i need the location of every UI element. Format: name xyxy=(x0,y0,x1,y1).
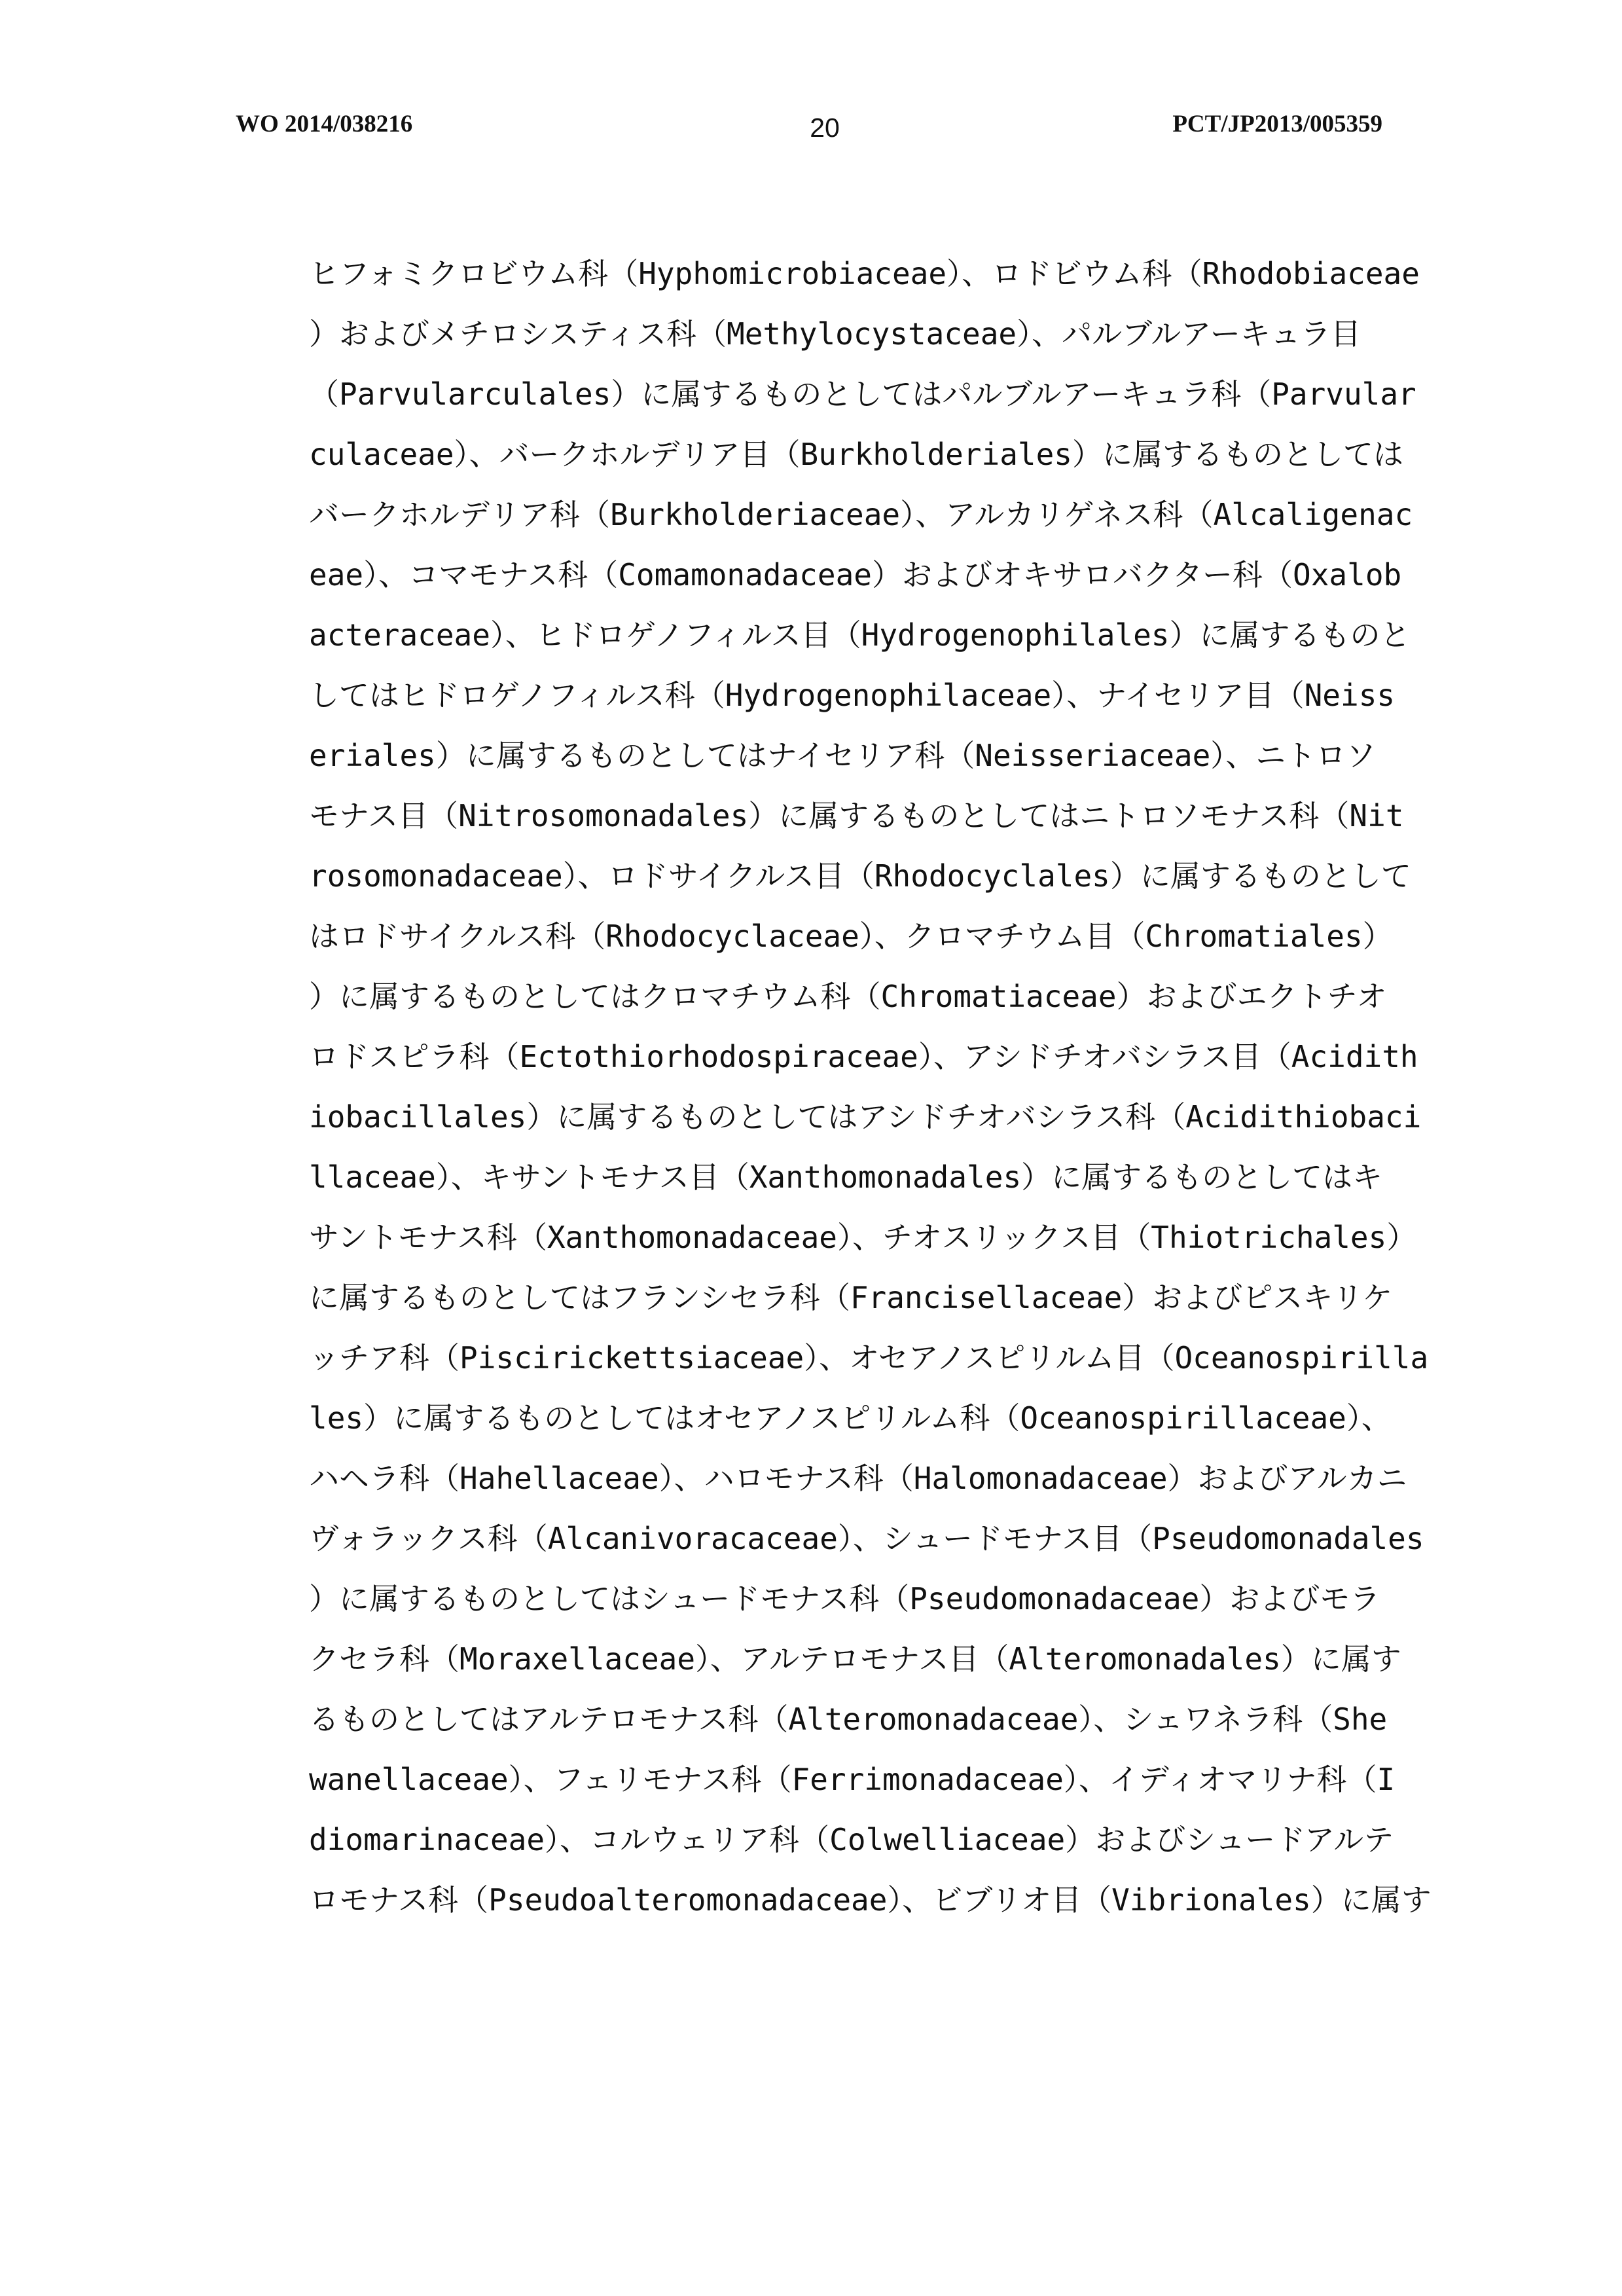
publication-number: WO 2014/038216 xyxy=(236,111,413,137)
page-number: 20 xyxy=(810,113,840,143)
text-line: ヒフォミクロビウム科（Hyphomicrobiaceae）、ロドビウム科（Rhodobiaceae xyxy=(309,256,1420,291)
text-line: ロモナス科（Pseudoalteromonadaceae）、ビブリオ目（Vibrionales）に属す xyxy=(309,1882,1432,1918)
text-line: ロドスピラ科（Ectothiorhodospiraceae）、アシドチオバシラス目（Acidith xyxy=(309,1039,1418,1074)
text-line: してはヒドロゲノフィルス科（Hydrogenophilaceae）、ナイセリア目（Neiss xyxy=(309,678,1396,713)
text-line: ）およびメチロシスティス科（Methylocystaceae）、パルブルアーキュラ目 xyxy=(309,316,1361,352)
text-line: diomarinaceae）、コルウェリア科（Colwelliaceae）およびシュードアルテ xyxy=(309,1822,1394,1857)
text-line: rosomonadaceae）、ロドサイクルス目（Rhodocyclales）に属するものとして xyxy=(309,858,1411,894)
text-line: eae）、コマモナス科（Comamonadaceae）およびオキサロバクター科（Oxalob xyxy=(309,557,1402,592)
text-line: llaceae）、キサントモナス目（Xanthomonadales）に属するものとしてはキ xyxy=(309,1159,1383,1195)
text-line: ハヘラ科（Hahellaceae）、ハロモナス科（Halomonadaceae）およびアルカニ xyxy=(309,1461,1407,1496)
text-line: iobacillales）に属するものとしてはアシドチオバシラス科（Acidithiobaci xyxy=(309,1099,1422,1135)
text-line: クセラ科（Moraxellaceae）、アルテロモナス目（Alteromonadales）に属す xyxy=(309,1641,1401,1677)
text-line: les）に属するものとしてはオセアノスピリルム科（Oceanospirillaceae）、 xyxy=(309,1400,1392,1436)
text-line: ッチア科（Piscirickettsiaceae）、オセアノスピリルム目（Oceanospirilla xyxy=(309,1340,1429,1376)
page-header xyxy=(0,110,1622,149)
text-line: バークホルデリア科（Burkholderiaceae）、アルカリゲネス科（Alcaligenac xyxy=(309,497,1413,532)
text-line: ）に属するものとしてはクロマチウム科（Chromatiaceae）およびエクトチオ xyxy=(309,979,1387,1014)
text-line: ヴォラックス科（Alcanivoracaceae）、シュードモナス目（Pseudomonadales xyxy=(309,1521,1424,1556)
body-text xyxy=(309,244,1461,1930)
text-line: wanellaceae）、フェリモナス科（Ferrimonadaceae）、イディオマリナ科（I xyxy=(309,1762,1396,1797)
text-line: acteraceae）、ヒドロゲノフィルス目（Hydrogenophilales）に属するものと xyxy=(309,617,1411,653)
text-line: （Parvularculales）に属するものとしてはパルブルアーキュラ科（Parvular xyxy=(309,376,1416,412)
application-number: PCT/JP2013/005359 xyxy=(1172,111,1382,137)
text-line: ）に属するものとしてはシュードモナス科（Pseudomonadaceae）およびモラ xyxy=(309,1581,1380,1616)
text-line: モナス目（Nitrosomonadales）に属するものとしてはニトロソモナス科（Nit xyxy=(309,798,1404,833)
text-line: はロドサイクルス科（Rhodocyclaceae）、クロマチウム目（Chromatiales） xyxy=(309,919,1393,954)
text-line: culaceae）、バークホルデリア目（Burkholderiales）に属するものとしては xyxy=(309,437,1403,472)
text-line: eriales）に属するものとしてはナイセリア科（Neisseriaceae）、ニトロソ xyxy=(309,738,1377,773)
text-line: るものとしてはアルテロモナス科（Alteromonadaceae）、シェワネラ科（She xyxy=(309,1702,1388,1737)
text-line: サントモナス科（Xanthomonadaceae）、チオスリックス目（Thiotrichales） xyxy=(309,1220,1417,1255)
text-line: に属するものとしてはフランシセラ科（Francisellaceae）およびピスキリケ xyxy=(309,1280,1393,1315)
